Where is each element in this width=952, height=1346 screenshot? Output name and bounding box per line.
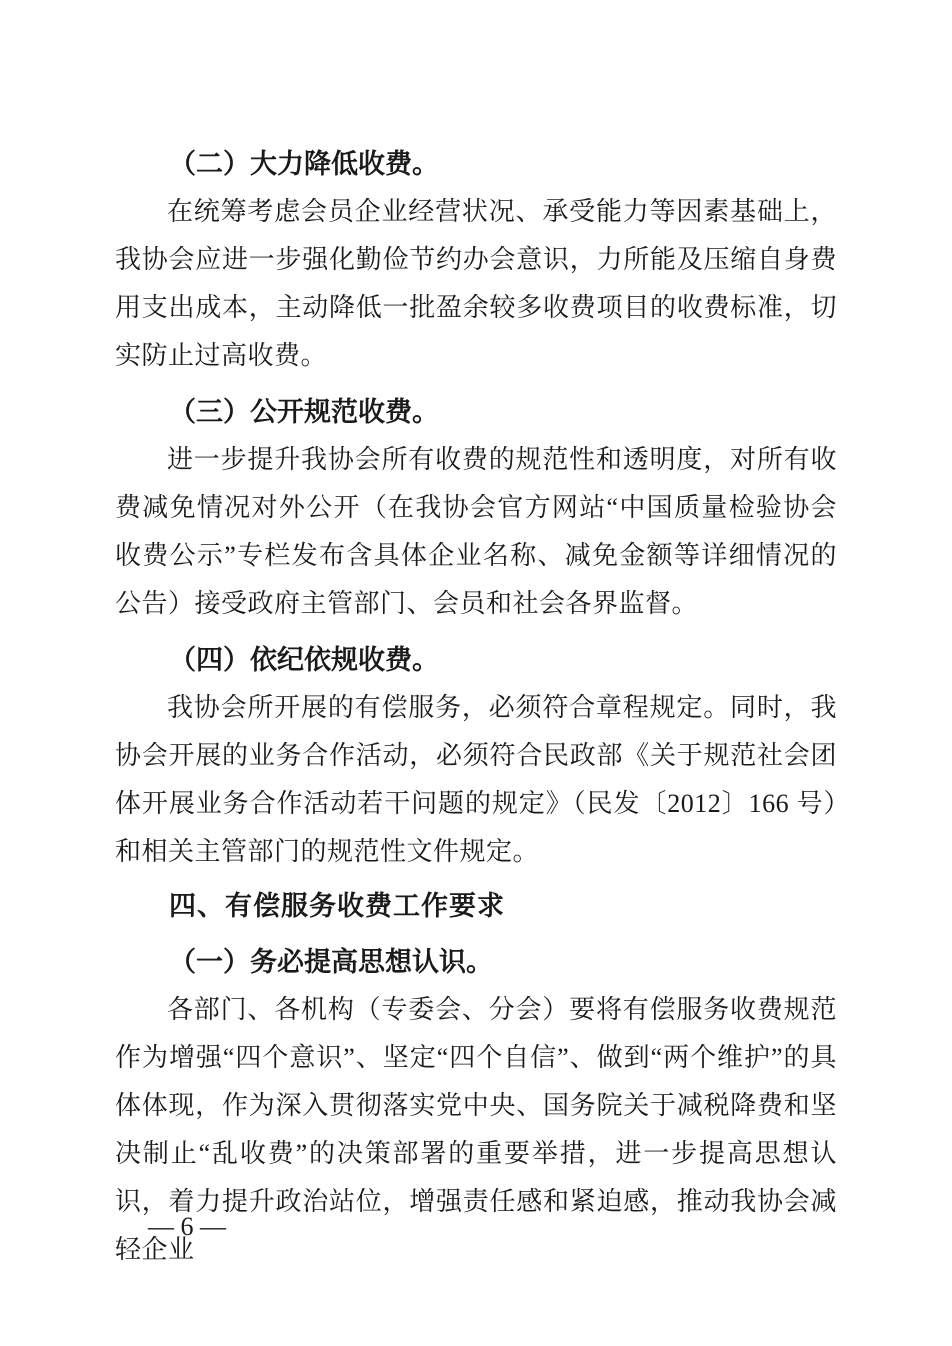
- subheading-item-3: （三）公开规范收费。: [169, 397, 439, 427]
- paragraph-open-standard-fees: 进一步提升我协会所有收费的规范性和透明度，对所有收费减免情况对外公开（在我协会官方网站“中国质量检验协会收费公示”专栏发布含具体企业名称、减免金额等详细情况的公告）接受政府主管部门、会员和社会各界监督。: [115, 445, 837, 618]
- subheading-item-2: （二）大力降低收费。: [169, 149, 439, 179]
- paragraph-raise-awareness: 各部门、各机构（专委会、分会）要将有偿服务收费规范作为增强“四个意识”、坚定“四个自信”、做到“两个维护”的具体体现，作为深入贯彻落实党中央、国务院关于减税降费和坚决制止“乱收费”的决策部署的重要举措，进一步提高思想认识，着力提升政治站位，增强责任感和紧迫感，推动我协会减轻企业: [115, 995, 837, 1264]
- section-heading-4: 四、有偿服务收费工作要求: [169, 891, 505, 921]
- document-body: [115, 140, 837, 1274]
- paragraph-lower-fees: 在统筹考虑会员企业经营状况、承受能力等因素基础上，我协会应进一步强化勤俭节约办会意识，力所能及压缩自身费用支出成本，主动降低一批盈余较多收费项目的收费标准，切实防止过高收费。: [115, 197, 837, 370]
- paragraph-fees-per-rules: 我协会所开展的有偿服务，必须符合章程规定。同时，我协会开展的业务合作活动，必须符合民政部《关于规范社会团体开展业务合作活动若干问题的规定》（民发〔2012〕166 号）和相关主管部门的规范性文件规定。: [115, 693, 837, 866]
- subheading-item-1: （一）务必提高思想认识。: [169, 947, 493, 977]
- subheading-item-4: （四）依纪依规收费。: [169, 645, 439, 675]
- page-number: — 6 —: [148, 1212, 226, 1241]
